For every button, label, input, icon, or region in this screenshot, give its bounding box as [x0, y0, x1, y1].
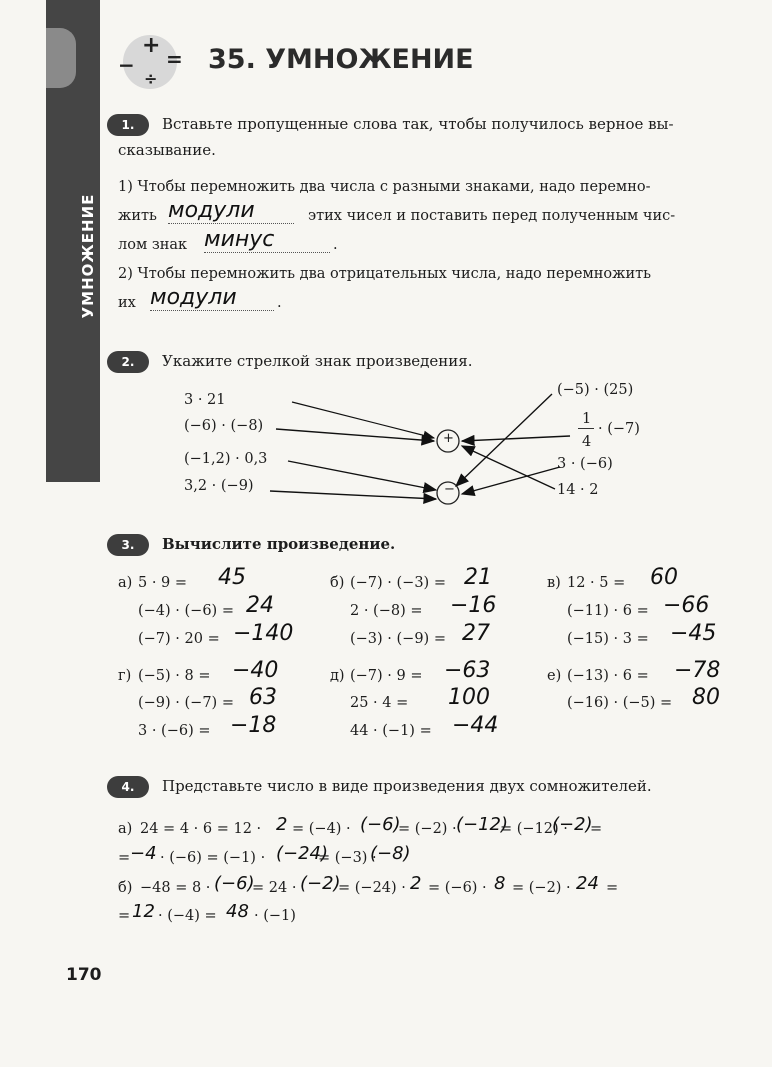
- left-item-4: 3,2 · (−9): [184, 478, 254, 494]
- page-number: 170: [66, 965, 102, 985]
- t3-label-a: а): [118, 575, 133, 591]
- t3-expr: (−7) · (−3) =: [350, 575, 446, 591]
- t4-part-label: б): [118, 880, 133, 896]
- task-badge-2: 2.: [107, 351, 149, 373]
- t3-expr: 44 · (−1) =: [350, 723, 432, 739]
- rule1-line2-end: этих чисел и поставить перед полученным чис-: [308, 208, 676, 224]
- t4-handwritten: (−2): [552, 814, 593, 835]
- t3-answer: −40: [232, 658, 279, 683]
- t3-answer: −78: [674, 658, 721, 683]
- t3-answer: 21: [464, 565, 492, 590]
- t3-answer: −45: [670, 621, 717, 646]
- t3-label-g: г): [118, 668, 132, 684]
- t4-handwritten: 12: [132, 901, 155, 922]
- t3-expr: 3 · (−6) =: [138, 723, 211, 739]
- t4-handwritten: (−8): [370, 843, 411, 864]
- t3-answer: 80: [692, 685, 720, 710]
- t4-text: −48 = 8 ·: [140, 880, 211, 896]
- t4-text: = (−3) ·: [318, 850, 377, 866]
- rule1-line3-start: лом знак: [118, 237, 188, 253]
- task3-instruction: Вычислите произведение.: [162, 535, 396, 553]
- t3-answer: 63: [249, 685, 277, 710]
- t3-label-d: д): [330, 668, 345, 684]
- t3-label-v: в): [547, 575, 561, 591]
- svg-text:+: +: [142, 33, 161, 58]
- t3-expr: (−16) · (−5) =: [567, 695, 673, 711]
- svg-text:=: =: [166, 47, 183, 71]
- t4-handwritten: (−24): [276, 843, 329, 864]
- t3-label-b: б): [330, 575, 345, 591]
- right-item-4: 14 · 2: [557, 482, 599, 498]
- t3-answer: −66: [663, 593, 710, 618]
- t3-label-e: е): [547, 668, 562, 684]
- t3-answer: 27: [462, 621, 490, 646]
- t4-handwritten: 8: [494, 873, 506, 894]
- right-item-3: 3 · (−6): [557, 456, 613, 472]
- plus-sign: +: [443, 431, 454, 446]
- t3-expr: (−7) · 20 =: [138, 631, 220, 647]
- t4-handwritten: (−12): [456, 814, 509, 835]
- t3-answer: −18: [230, 713, 277, 738]
- t3-expr: (−9) · (−7) =: [138, 695, 234, 711]
- t3-answer: −16: [450, 593, 497, 618]
- rule2-line2-start: их: [118, 295, 136, 311]
- rule2-end-period: .: [277, 295, 282, 311]
- t4-handwritten: −4: [130, 843, 157, 864]
- t3-answer: 60: [650, 565, 678, 590]
- minus-sign: −: [444, 482, 455, 497]
- t4-text: =: [118, 850, 131, 866]
- rule2-line1: 2) Чтобы перемножить два отрицательных числа, надо перемножить: [118, 266, 652, 282]
- task-badge-4: 4.: [107, 776, 149, 798]
- t4-text: = (−4) ·: [292, 821, 351, 837]
- t3-expr: (−5) · 8 =: [138, 668, 211, 684]
- right-item-2-rest: · (−7): [598, 421, 640, 437]
- t3-expr: 5 · 9 =: [138, 575, 188, 591]
- t4-handwritten: 2: [276, 814, 288, 835]
- rule1-answer-modules: модули: [168, 198, 294, 224]
- task2-instruction: Укажите стрелкой знак произведения.: [162, 352, 473, 370]
- t4-handwritten: 48: [226, 901, 249, 922]
- rule1-line2-start: жить: [118, 208, 157, 224]
- rule1-line1: 1) Чтобы перемножить два числа с разными знаками, надо перемно-: [118, 179, 651, 195]
- t3-answer: −63: [444, 658, 491, 683]
- task-badge-3: 3.: [107, 534, 149, 556]
- t4-handwritten: (−6): [360, 814, 401, 835]
- t3-expr: 12 · 5 =: [567, 575, 626, 591]
- t4-text: = (−24) ·: [338, 880, 406, 896]
- t3-answer: 24: [246, 593, 274, 618]
- t4-part-label: а): [118, 821, 133, 837]
- right-fraction-den: 4: [582, 434, 592, 450]
- t3-expr: 25 · 4 =: [350, 695, 409, 711]
- svg-text:−: −: [118, 53, 135, 77]
- t3-answer: −140: [233, 621, 294, 646]
- right-fraction-num: 1: [582, 411, 592, 427]
- t4-text: = (−12) ·: [500, 821, 568, 837]
- t4-handwritten: (−6): [214, 873, 255, 894]
- t3-answer: 45: [218, 565, 246, 590]
- t3-expr: (−3) · (−9) =: [350, 631, 446, 647]
- t4-handwritten: 2: [410, 873, 422, 894]
- t4-text: =: [606, 880, 619, 896]
- t3-expr: (−4) · (−6) =: [138, 603, 234, 619]
- t4-handwritten: 24: [576, 873, 599, 894]
- t4-text: = (−2) ·: [398, 821, 457, 837]
- t3-expr: 2 · (−8) =: [350, 603, 423, 619]
- task1-instruction-2: сказывание.: [118, 141, 216, 159]
- task4-instruction: Представьте число в виде произведения двух сомножителей.: [162, 777, 652, 795]
- t4-text: = (−6) ·: [428, 880, 487, 896]
- t4-text: · (−1): [254, 908, 296, 924]
- t4-text: 24 = 4 · 6 = 12 ·: [140, 821, 262, 837]
- rule1-end-period: .: [333, 237, 338, 253]
- task1-instruction-1: Вставьте пропущенные слова так, чтобы получилось верное вы-: [162, 115, 674, 133]
- t4-text: = (−2) ·: [512, 880, 571, 896]
- right-item-1: (−5) · (25): [557, 382, 634, 398]
- rule2-answer-modules: модули: [150, 285, 274, 311]
- sidebar-label: УМНОЖЕНИЕ: [79, 193, 97, 319]
- svg-text:÷: ÷: [144, 69, 158, 88]
- page-title: 35. УМНОЖЕНИЕ: [208, 44, 474, 75]
- rule1-answer-minus: минус: [204, 227, 330, 253]
- left-item-1: 3 · 21: [184, 392, 226, 408]
- t3-answer: 100: [448, 685, 490, 710]
- t4-text: · (−4) =: [158, 908, 217, 924]
- t3-expr: (−7) · 9 =: [350, 668, 423, 684]
- task-badge-1: 1.: [107, 114, 149, 136]
- t4-text: · (−6) = (−1) ·: [160, 850, 266, 866]
- t4-text: =: [590, 821, 603, 837]
- t3-expr: (−15) · 3 =: [567, 631, 649, 647]
- t3-expr: (−11) · 6 =: [567, 603, 649, 619]
- left-item-3: (−1,2) · 0,3: [184, 451, 268, 467]
- t4-handwritten: (−2): [300, 873, 341, 894]
- t3-answer: −44: [452, 713, 499, 738]
- t4-text: =: [118, 908, 131, 924]
- left-item-2: (−6) · (−8): [184, 418, 264, 434]
- t4-text: = 24 ·: [252, 880, 297, 896]
- t3-expr: (−13) · 6 =: [567, 668, 649, 684]
